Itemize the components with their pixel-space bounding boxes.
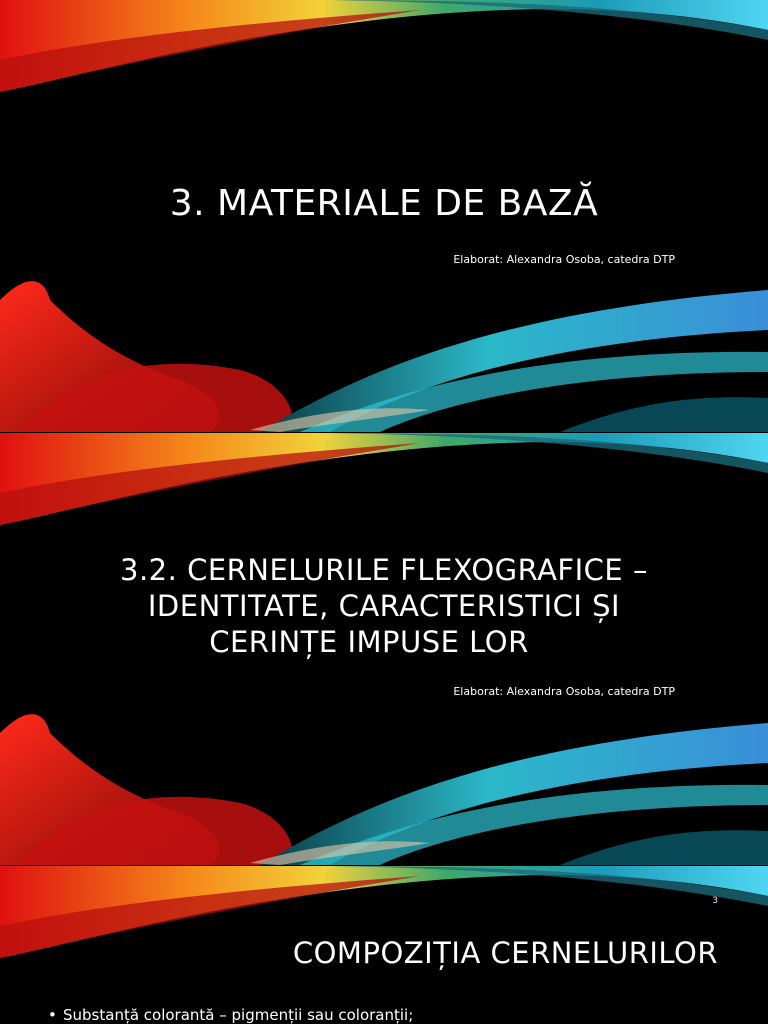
slide-title-line-3: CERINȚE IMPUSE LOR: [209, 625, 529, 659]
slide-title: COMPOZIȚIA CERNELURILOR: [292, 936, 718, 970]
slide-title-line-1: 3.2. CERNELURILE FLEXOGRAFICE –: [120, 553, 648, 587]
slide-title-line-2: IDENTITATE, CARACTERISTICI ȘI: [147, 589, 621, 623]
slide-author: Elaborat: Alexandra Osoba, catedra DTP: [453, 253, 675, 266]
slide-author: Elaborat: Alexandra Osoba, catedra DTP: [453, 685, 675, 698]
slide-2: [0, 433, 768, 865]
slide-3: [0, 866, 768, 1024]
slide-1: [0, 0, 768, 432]
slide-title: 3. MATERIALE DE BAZĂ: [169, 183, 599, 224]
page-number: 3: [712, 896, 718, 906]
bullet-text: Substanță colorantă – pigmenții sau coloranții;: [63, 1006, 414, 1024]
bullet-item: [48, 1006, 413, 1024]
bullet-dot-icon: •: [48, 1006, 57, 1024]
